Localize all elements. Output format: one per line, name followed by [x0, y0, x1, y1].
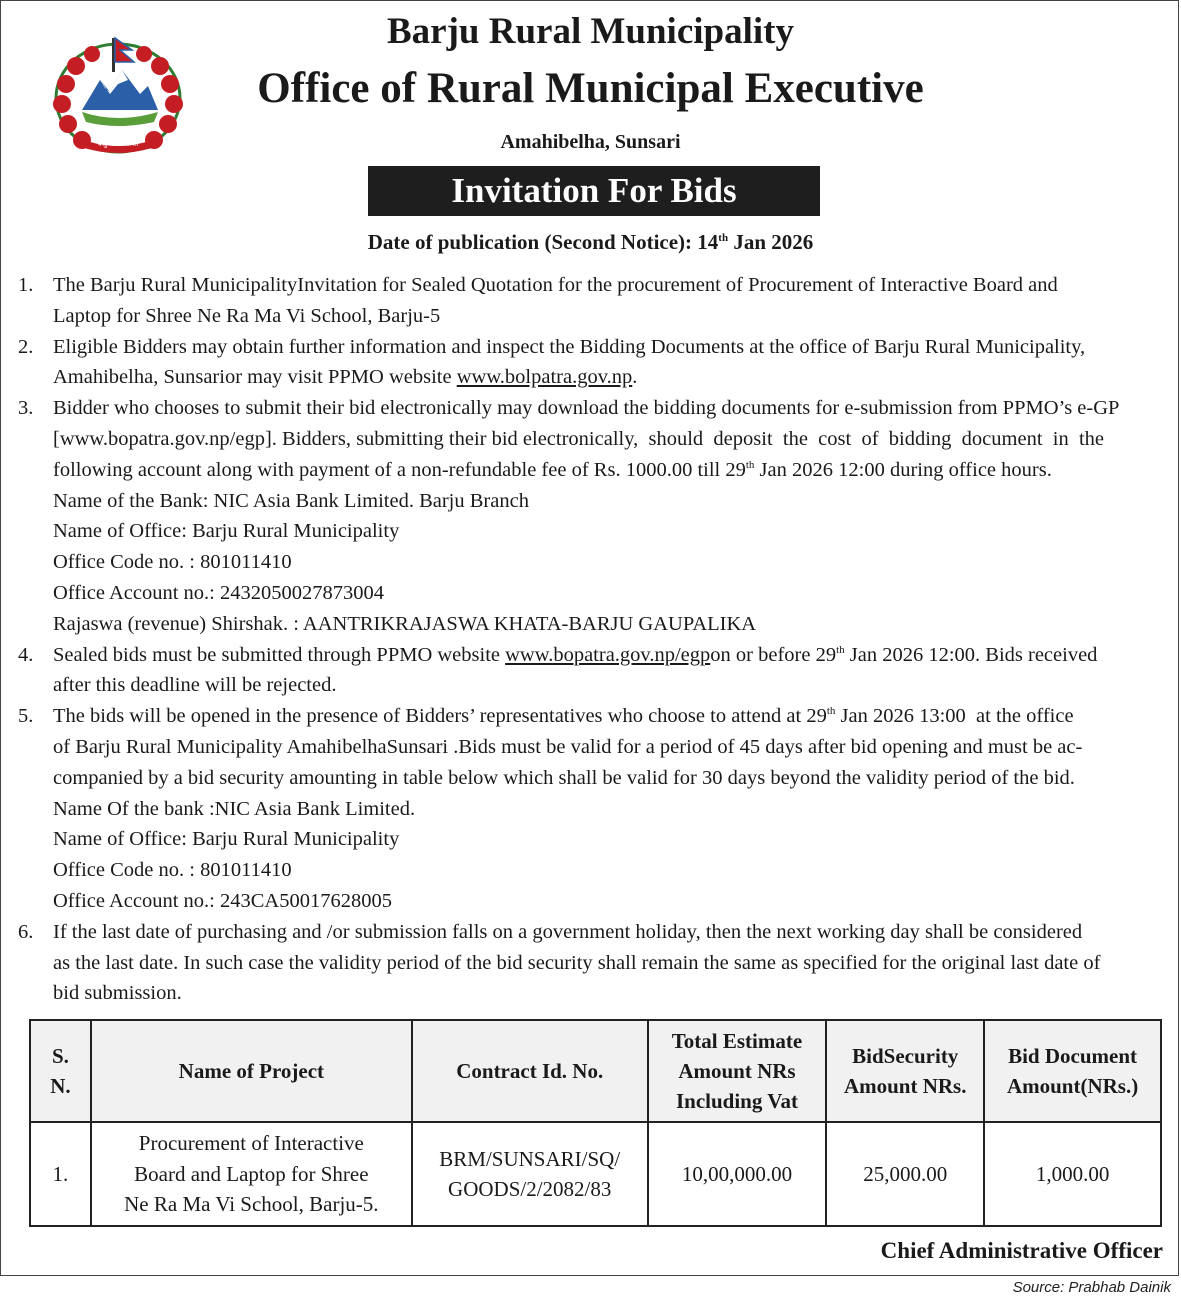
item-number: 1.: [18, 274, 34, 296]
header-document: Bid Document Amount(NRs.): [984, 1020, 1161, 1122]
header-estimate: Total Estimate Amount NRs Including Vat: [648, 1020, 827, 1122]
cell-sn: 1.: [30, 1122, 91, 1226]
item-number: 5.: [18, 705, 34, 728]
item-text: The Barju Rural MunicipalityInvitation for Sealed Quotation for the procurement of Procurement of Interactive Board and: [53, 274, 1058, 296]
item-text: of Barju Rural Municipality AmahibelhaSunsari .Bids must be valid for a period of 45 days after bid opening and must be ac-: [53, 735, 1083, 758]
signoff: Chief Administrative Officer: [880, 1238, 1163, 1263]
item-number: 3.: [18, 397, 34, 420]
office-account: Office Account no.: 2432050027873004: [53, 581, 384, 604]
source-credit: Source: Prabhab Dainik: [1012, 1279, 1171, 1296]
bank-name: Name of the Bank: NIC Asia Bank Limited. Barju Branch: [53, 489, 529, 512]
office-code: Office Code no. : 801011410: [53, 859, 292, 882]
item-number: 6.: [18, 920, 34, 943]
item-text: bid submission.: [53, 982, 182, 1005]
cell-project: Procurement of Interactive Board and Laptop for Shree Ne Ra Ma Vi School, Barju-5.: [91, 1122, 412, 1226]
revenue-heading: Rajaswa (revenue) Shirshak. : AANTRIKRAJASWA KHATA-BARJU GAUPALIKA: [53, 612, 757, 635]
item-text: Laptop for Shree Ne Ra Ma Vi School, Barju-5: [53, 304, 441, 327]
cell-document: 1,000.00: [984, 1122, 1161, 1226]
item-text: following account along with payment of a non-refundable fee of Rs. 1000.00 till 29th Jan 2026 12:00 during office hours.: [53, 458, 1052, 481]
office-title: Office of Rural Municipal Executive: [257, 65, 924, 112]
municipality-title: Barju Rural Municipality: [386, 11, 795, 52]
table-row: [30, 1122, 1161, 1226]
cell-contract: BRM/SUNSARI/SQ/ GOODS/2/2082/83: [412, 1122, 648, 1226]
emblem-text: बर्जु गाउँपालिका: [97, 140, 139, 148]
list-item: [18, 701, 1164, 917]
list-item: [18, 393, 1164, 639]
item-text: Eligible Bidders may obtain further information and inspect the Bidding Documents at the office of Barju Rural Municipality,: [53, 335, 1086, 358]
office-account: Office Account no.: 243CA50017628005: [53, 889, 392, 912]
list-item: [18, 640, 1164, 702]
invitation-banner: Invitation For Bids: [368, 166, 820, 216]
item-text: Amahibelha, Sunsarior may visit PPMO website www.bolpatra.gov.np.: [53, 366, 638, 389]
list-item: [18, 332, 1164, 394]
bank-name: Name Of the bank :NIC Asia Bank Limited.: [53, 797, 416, 820]
bids-table: [29, 1019, 1162, 1227]
publication-date: Date of publication (Second Notice): 14th Jan 2026: [367, 230, 814, 254]
item-text: as the last date. In such case the validity period of the bid security shall remain the same as specified for the original last date of: [53, 951, 1101, 974]
header-sn: S. N.: [30, 1020, 91, 1122]
list-item: [18, 270, 1164, 332]
notice-body: [18, 270, 1164, 1009]
item-text: The bids will be opened in the presence of Bidders’ representatives who choose to attend at 29th Jan 2026 13:00 at the office: [53, 705, 1074, 728]
bolpatra-link[interactable]: www.bolpatra.gov.np: [456, 366, 633, 389]
item-text: after this deadline will be rejected.: [53, 674, 337, 697]
list-item: [18, 917, 1164, 1009]
header-security: BidSecurity Amount NRs.: [826, 1020, 984, 1122]
header-project: Name of Project: [91, 1020, 412, 1122]
cell-security: 25,000.00: [826, 1122, 984, 1226]
office-address: Amahibelha, Sunsari: [500, 131, 681, 153]
office-code: Office Code no. : 801011410: [53, 551, 292, 574]
office-name: Name of Office: Barju Rural Municipality: [53, 828, 400, 851]
item-text: If the last date of purchasing and /or submission falls on a government holiday, then the next working day shall be considered: [53, 920, 1083, 943]
table-header-row: [30, 1020, 1161, 1122]
cell-estimate: 10,00,000.00: [648, 1122, 827, 1226]
item-text: companied by a bid security amounting in table below which shall be valid for 30 days beyond the validity period of the bid.: [53, 766, 1075, 789]
item-text: Sealed bids must be submitted through PPMO website www.bopatra.gov.np/egpon or before 29th Jan 2026 12:00. Bids received: [53, 643, 1098, 666]
item-number: 4.: [18, 643, 34, 666]
item-number: 2.: [18, 335, 34, 358]
header-contract: Contract Id. No.: [412, 1020, 648, 1122]
item-text: [www.bopatra.gov.np/egp]. Bidders, submitting their bid electronically, should deposit the cost of bidding document in the: [53, 427, 1105, 450]
office-name: Name of Office: Barju Rural Municipality: [53, 520, 400, 543]
item-text: Bidder who chooses to submit their bid electronically may download the bidding documents for e-submission from PPMO’s e-GP: [53, 397, 1120, 420]
egp-link[interactable]: www.bopatra.gov.np/egp: [505, 643, 711, 666]
